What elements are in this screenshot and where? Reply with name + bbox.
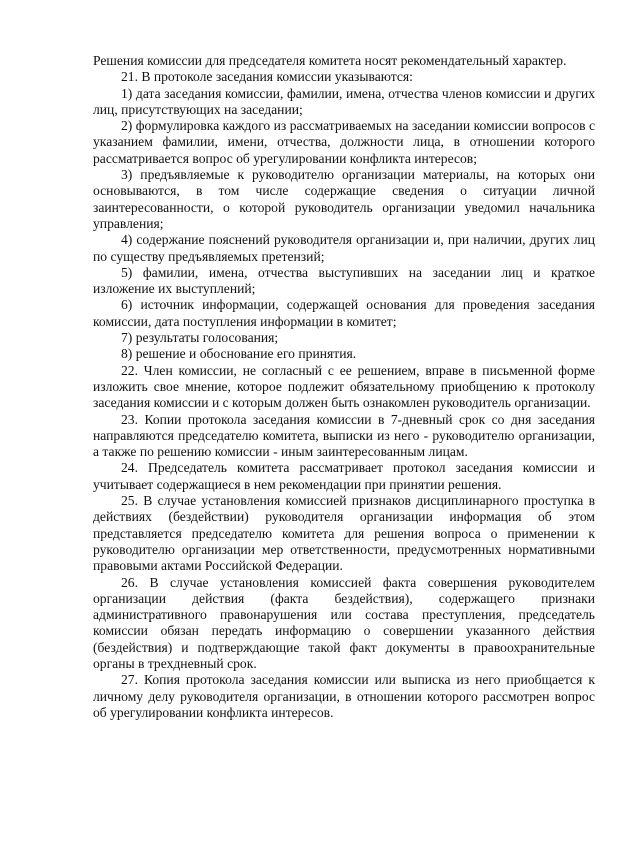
paragraph-27: 27. Копия протокола заседания комиссии или выписка из него приобщается к личному делу руководителя организации, в отношении которого рассмотрен вопрос об урегулировании конфликта интересов. xyxy=(93,672,595,720)
paragraph-21-item-2: 2) формулировка каждого из рассматриваемых на заседании комиссии вопросов с указанием фамилии, имени, отчества, должности лица, в отношении которого рассматривается вопрос об урегулировании конфликта интересов; xyxy=(93,118,595,166)
paragraph-21-item-7: 7) результаты голосования; xyxy=(121,330,279,346)
paragraph-21-item-5: 5) фамилии, имена, отчества выступивших на заседании лиц и краткое изложение их выступлений; xyxy=(93,264,595,297)
paragraph-21: 21. В протоколе заседания комиссии указываются: xyxy=(121,69,413,85)
paragraph-23: 23. Копии протокола заседания комиссии в 7-дневный срок со дня заседания направляются председателю комитета, выписки из него - руководителю организации, а также по решению комиссии - иным заинтересованным лицам. xyxy=(93,411,595,460)
paragraph-22: 22. Член комиссии, не согласный с ее решением, вправе в письменной форме изложить свое мнение, которое подлежит обязательному приобщению к протоколу заседания комиссии и с которым должен быть ознакомлен руководитель организации. xyxy=(93,362,595,411)
paragraph-24: 24. Председатель комитета рассматривает протокол заседания комиссии и учитывает содержащиеся в нем рекомендации при принятии решения. xyxy=(93,460,595,492)
paragraph-25: 25. В случае установления комиссией признаков дисциплинарного проступка в действиях (бездействии) руководителя организации информация об этом представляется председателю комитета для решения вопроса о применении к руководителю организации мер ответственности, предусмотренных нормативными правовыми актами Российской Федерации. xyxy=(93,493,595,574)
document-body xyxy=(93,53,595,721)
paragraph-21-item-3: 3) предъявляемые к руководителю организации материалы, на которых они основываются, в том числе содержащие сведения о ситуации личной заинтересованности, о которой руководитель организации уведомил начальника управления; xyxy=(93,167,595,231)
paragraph-21-item-8: 8) решение и обоснование его принятия. xyxy=(121,346,357,362)
paragraph-continuation: Решения комиссии для председателя комитета носят рекомендательный характер. xyxy=(93,53,567,68)
paragraph-21-item-4: 4) содержание пояснений руководителя организации и, при наличии, других лиц по существу предъявляемых претензий; xyxy=(93,232,595,264)
paragraph-21-item-1: 1) дата заседания комиссии, фамилии, имена, отчества членов комиссии и других лиц, присутствующих на заседании; xyxy=(93,85,595,117)
paragraph-21-item-6: 6) источник информации, содержащей основания для проведения заседания комиссии, дата поступления информации в комитет; xyxy=(93,297,595,329)
paragraph-26: 26. В случае установления комиссией факта совершения руководителем организации действия (факта бездействия), содержащего признаки административного правонарушения или состава преступления, председатель комиссии обязан передать информацию о совершении указанного действия (бездействия) и подтверждающие такой факт документы в правоохранительные органы в трехдневный срок. xyxy=(93,574,595,671)
